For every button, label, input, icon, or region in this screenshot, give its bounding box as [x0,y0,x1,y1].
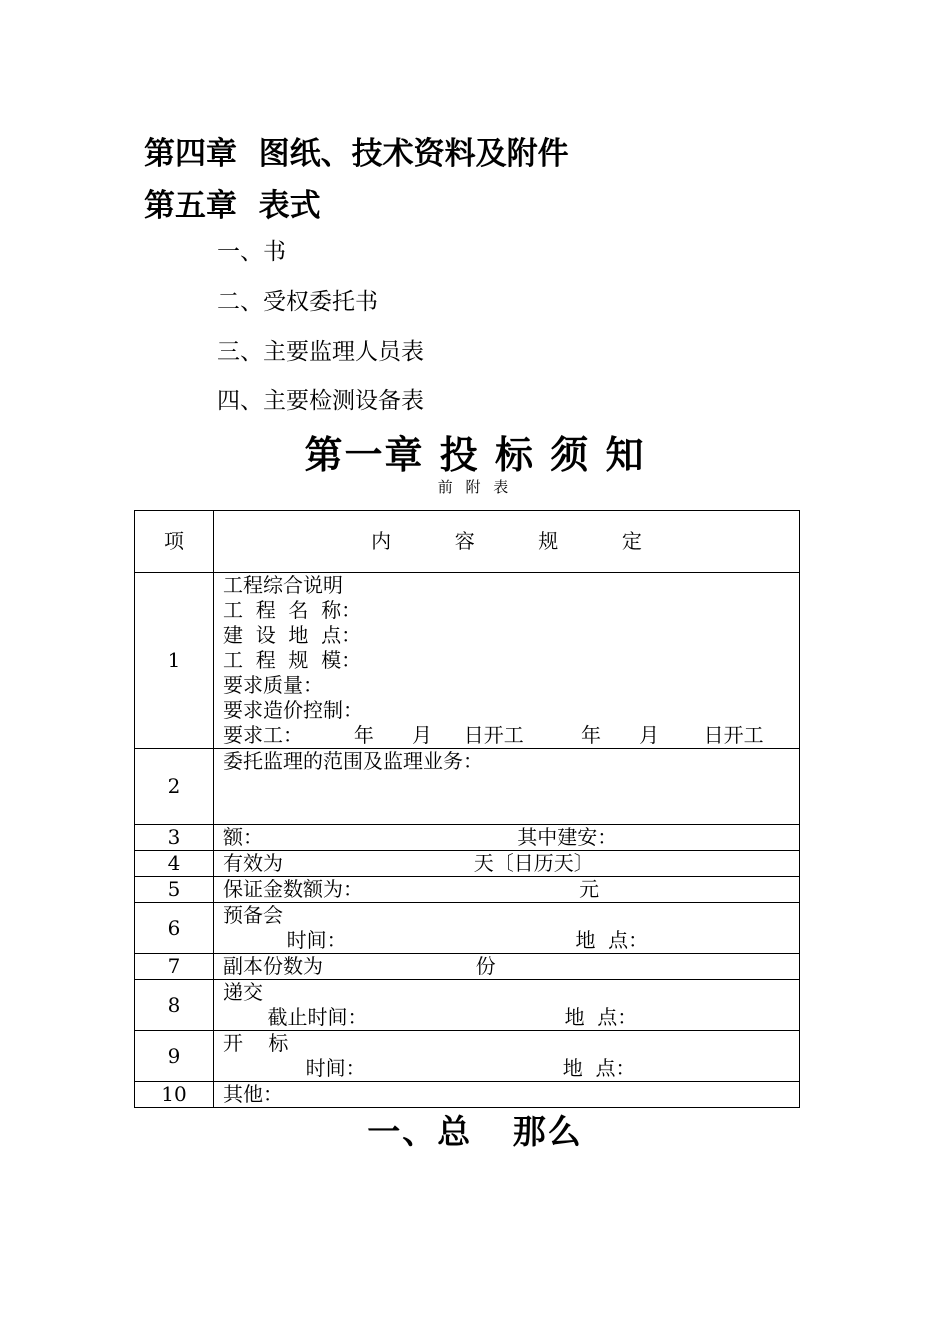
row-content [214,749,800,825]
row-number: 4 [135,851,214,877]
row6-line2: 时间： 地 点： [223,928,649,952]
row1-line: 要求工： 年 月 日开工 年 月 日开工 [223,723,764,747]
section-title: 一、总 那么 [367,1112,583,1151]
row8-line2: 截止时间： 地 点： [223,1005,638,1029]
row-content [214,1082,800,1108]
chapter4-heading: 第四章 图纸、技术资料及附件 [144,136,569,172]
row5-text: 保证金数额为： 元 [223,877,600,901]
row-number: 10 [135,1082,214,1108]
row8-line1: 递交 [223,980,263,1004]
row-content [214,980,800,1031]
row-number: 8 [135,980,214,1031]
table-row [135,1082,800,1108]
table-row [135,573,800,749]
row-number: 9 [135,1031,214,1082]
table-row [135,749,800,825]
table-row [135,877,800,903]
header-item: 项 [135,511,214,573]
row-number: 6 [135,903,214,954]
row9-line1: 开 标 [223,1031,289,1055]
row1-line: 建 设 地 点： [223,623,362,647]
toc-item-2: 二、受权委托书 [217,289,378,315]
toc-item-3: 三、主要监理人员表 [217,339,424,365]
row-content [214,1031,800,1082]
table-caption: 前 附 表 [437,478,513,496]
row10-text: 其他： [223,1082,283,1106]
row-content [214,851,800,877]
row-content [214,825,800,851]
row-content [214,954,800,980]
row-number: 3 [135,825,214,851]
row1-line: 要求质量： [223,673,323,697]
row-number: 2 [135,749,214,825]
row3-text: 额： 其中建安： [223,825,618,849]
table-row [135,1031,800,1082]
row-content [214,903,800,954]
table-row [135,954,800,980]
toc-item-4: 四、主要检测设备表 [217,388,424,414]
row-number: 1 [135,573,214,749]
row-content [214,573,800,749]
row-number: 5 [135,877,214,903]
row4-text: 有效为 天〔日历天〕 [223,851,594,875]
row1-line: 工 程 规 模： [223,648,362,672]
row-content [214,877,800,903]
table-row [135,851,800,877]
chapter5-heading: 第五章 表式 [144,188,321,224]
table-row [135,825,800,851]
row6-line1: 预备会 [223,903,283,927]
table-row [135,903,800,954]
row7-text: 副本份数为 份 [223,954,496,978]
header-content: 内 容 规 定 [214,511,800,573]
row1-line: 工 程 名 称： [223,598,362,622]
row1-line: 工程综合说明 [223,573,343,597]
table-header-row [135,511,800,573]
row-number: 7 [135,954,214,980]
toc-item-1: 一、书 [217,239,286,265]
row9-line2: 时间： 地 点： [223,1056,636,1080]
front-appendix-table [134,510,800,1108]
row1-line: 要求造价控制： [223,698,363,722]
chapter1-title: 第一章 投 标 须 知 [304,433,646,477]
row2-text: 委托监理的范围及监理业务： [223,749,483,773]
table-row [135,980,800,1031]
